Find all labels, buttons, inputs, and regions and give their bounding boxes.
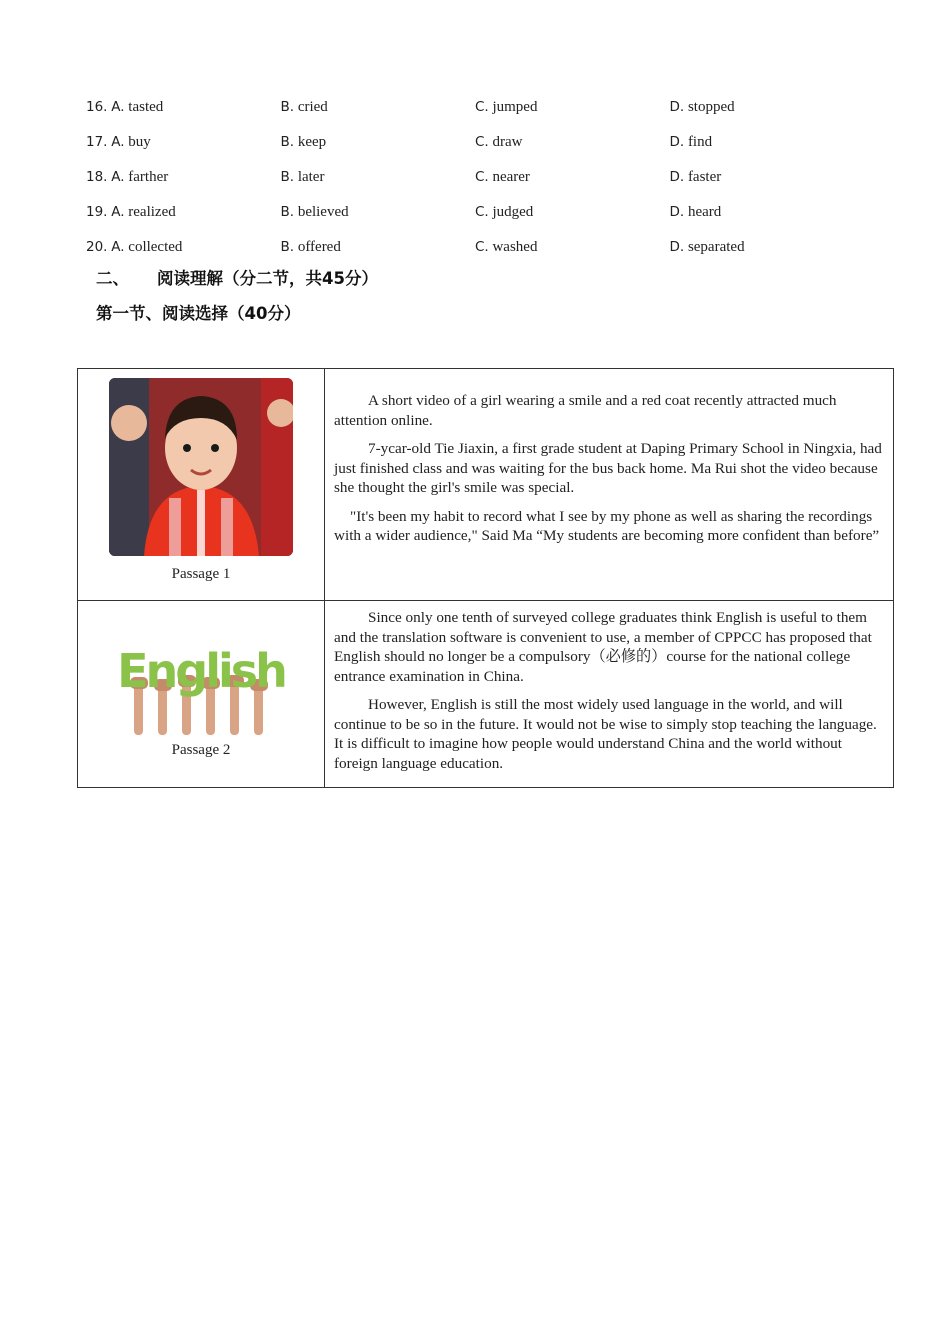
- option-b: B. believed: [280, 204, 349, 220]
- option-row-19: [86, 195, 906, 230]
- option-row-18: [86, 160, 906, 195]
- passage-2-caption: Passage 2: [171, 742, 231, 758]
- passage-1-paragraph: A short video of a girl wearing a smile and a red coat recently attracted much attention online.: [334, 392, 837, 429]
- passages-table: [77, 368, 894, 788]
- option-b: B. cried: [280, 99, 328, 115]
- option-c: C. washed: [475, 239, 538, 255]
- subsection-heading: 第一节、阅读选择（40分）: [96, 304, 301, 323]
- option-c: C. judged: [475, 204, 534, 220]
- option-row-16: [86, 90, 906, 125]
- passage-1-paragraph: "It's been my habit to record what I see by my phone as well as sharing the recordings with a wider audience," Said Ma “My students are becoming more confident than before”: [334, 507, 880, 544]
- english-word-graphic: English: [117, 644, 285, 698]
- option-d: D. separated: [669, 239, 745, 255]
- option-row-17: [86, 125, 906, 160]
- passage-1-caption: Passage 1: [171, 566, 231, 582]
- passage-2-text-cell: [325, 601, 894, 788]
- option-c: C. nearer: [475, 169, 530, 185]
- option-c: C. jumped: [475, 99, 538, 115]
- option-d: D. find: [669, 134, 713, 150]
- passage-2-paragraph: Since only one tenth of surveyed college graduates think English is useful to them and the translation software is convenient to use, a member of CPPCC has proposed that English should no longer be a compulsory（必修的）course for the national college entrance examination in China.: [334, 609, 872, 685]
- passage-1-text-cell: [325, 369, 894, 601]
- option-c: C. draw: [475, 134, 523, 150]
- passage-2-row: [78, 601, 894, 788]
- option-a: 18. A. farther: [86, 169, 169, 185]
- option-b: B. offered: [280, 239, 341, 255]
- option-d: D. faster: [669, 169, 722, 185]
- girl-photo: [109, 378, 293, 556]
- option-a: 16. A. tasted: [86, 99, 164, 115]
- passage-2-image-cell: [78, 601, 325, 788]
- passage-1-row: [78, 369, 894, 601]
- option-a: 17. A. buy: [86, 134, 151, 150]
- option-a: 19. A. realized: [86, 204, 176, 220]
- option-row-20: [86, 230, 906, 265]
- section-heading: [96, 265, 378, 289]
- english-hands-image: [116, 637, 286, 737]
- options-list: [86, 90, 906, 265]
- option-a: 20. A. collected: [86, 239, 183, 255]
- english-hands-illustration: [116, 637, 286, 737]
- section-number: 二、: [96, 269, 129, 288]
- option-b: B. later: [280, 169, 325, 185]
- option-d: D. heard: [669, 204, 722, 220]
- section-title: 阅读理解（分二节，共45分）: [157, 269, 378, 288]
- girl-photo-illustration: [109, 378, 293, 556]
- option-d: D. stopped: [669, 99, 735, 115]
- passage-1-paragraph: 7-ycar-old Tie Jiaxin, a first grade student at Daping Primary School in Ningxia, had just finished class and was waiting for the bus back home. Ma Rui shot the video because she thought the girl's smile was special.: [334, 440, 882, 496]
- passage-2-paragraph: However, English is still the most widely used language in the world, and will continue to be so in the future. It would not be wise to simply stop teaching the language. It is difficult to imagine how people would understand China and the world without foreign language education.: [334, 696, 877, 772]
- passage-1-image-cell: [78, 369, 325, 601]
- option-b: B. keep: [280, 134, 327, 150]
